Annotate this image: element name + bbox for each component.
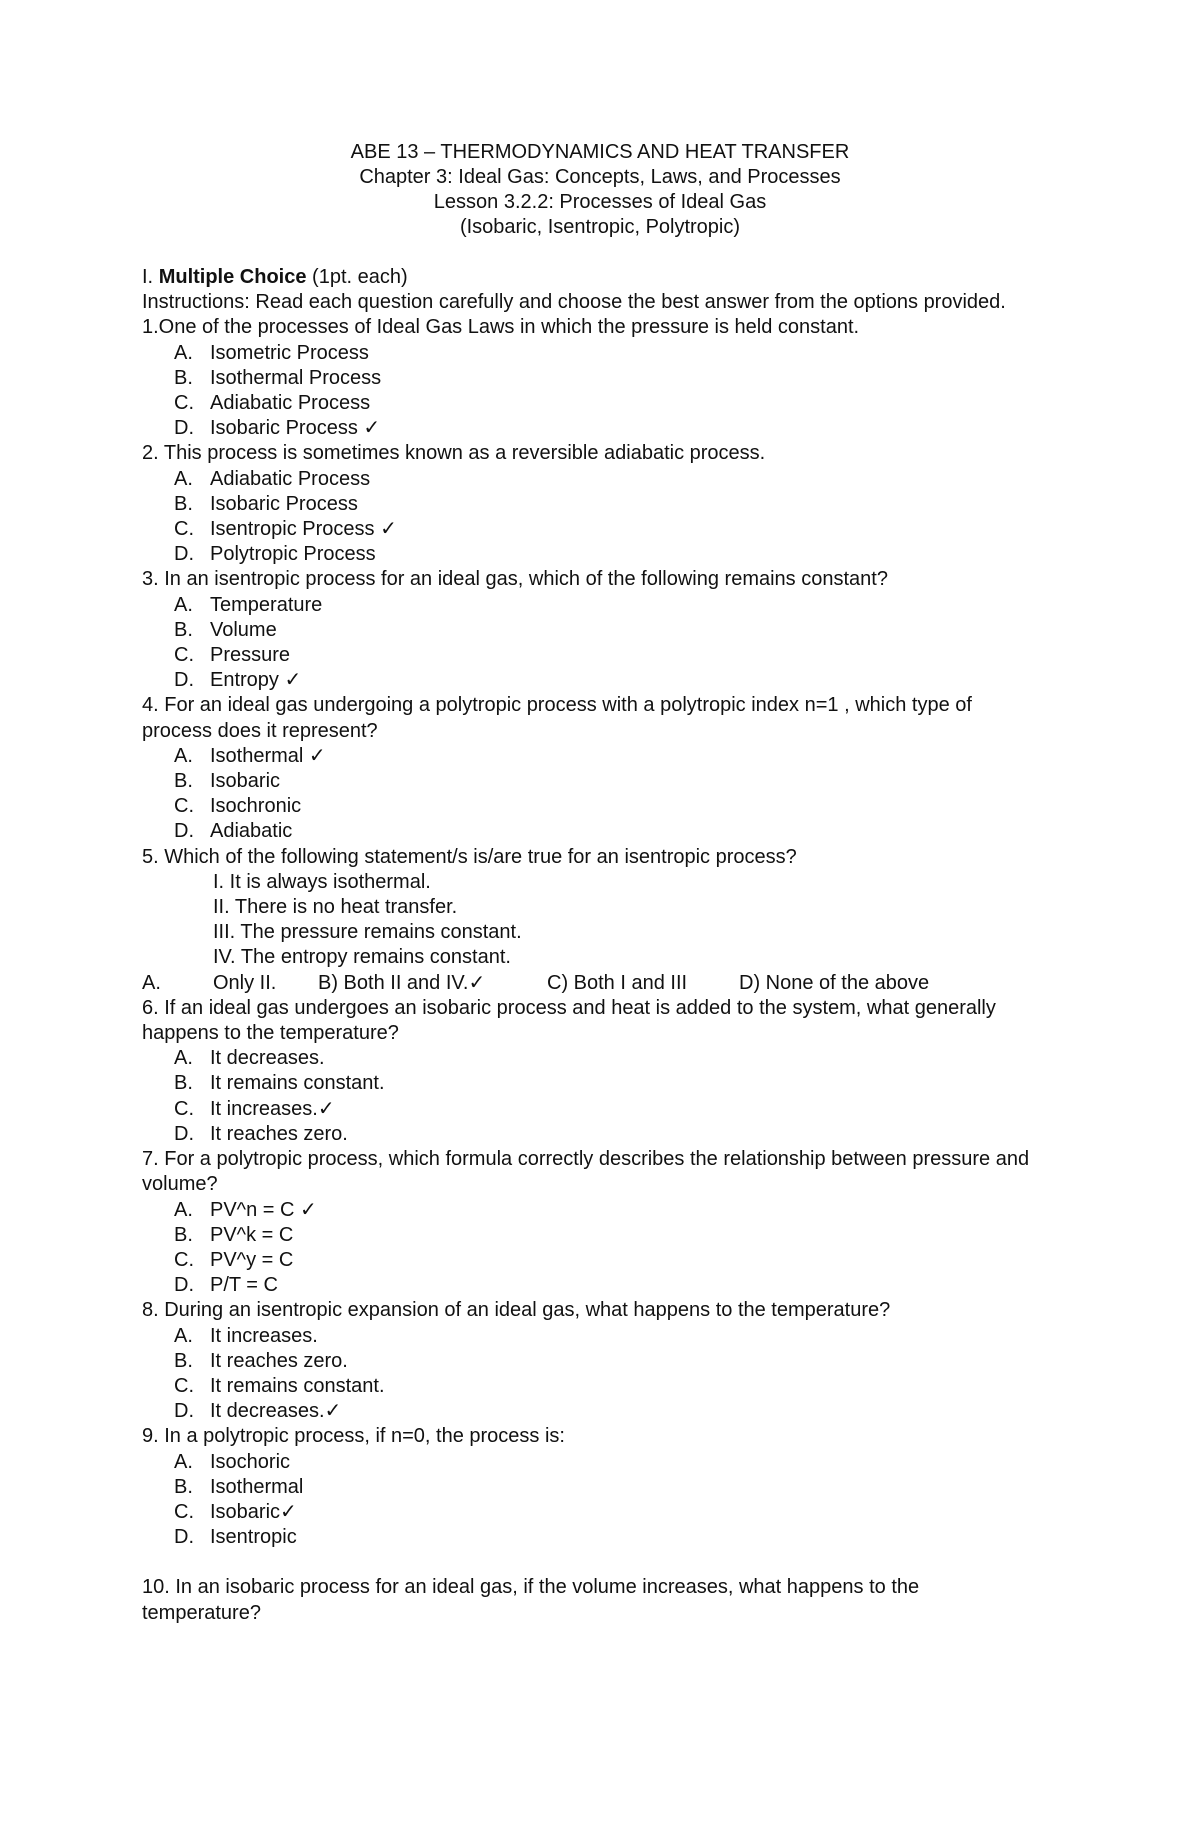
question-5-option-a-letter: A. (142, 971, 161, 994)
question-1-option-b (142, 366, 1042, 391)
option-text: It decreases. (210, 1047, 325, 1070)
option-letter: B. (174, 1072, 193, 1095)
option-letter: D. (174, 417, 194, 440)
option-text: Temperature (210, 593, 323, 616)
question-1-option-c (142, 391, 1042, 416)
question-4: 4. For an ideal gas undergoing a polytropic process with a polytropic index n=1 , which type of process does it represent? (142, 694, 972, 742)
chapter-title: Chapter 3: Ideal Gas: Concepts, Laws, and Processes (359, 166, 841, 188)
question-4-option-a (142, 744, 1042, 769)
option-letter: D. (174, 669, 194, 692)
option-letter: C. (174, 392, 194, 415)
option-text: PV^n = C ✓ (210, 1198, 317, 1221)
option-text: Isochronic (210, 795, 302, 818)
option-text: PV^k = C (210, 1223, 294, 1246)
option-letter: C. (174, 1500, 194, 1523)
option-text: Isobaric Process ✓ (210, 417, 381, 440)
option-text: It increases.✓ (210, 1097, 335, 1120)
option-letter: A. (174, 1450, 193, 1473)
question-1-option-d (142, 416, 1042, 441)
question-4-option-b (142, 769, 1042, 794)
option-letter: A. (174, 744, 193, 767)
option-text: Isentropic Process ✓ (210, 518, 397, 541)
option-letter: D. (174, 1122, 194, 1145)
question-5-options (142, 971, 1042, 996)
question-8-option-d (142, 1399, 1042, 1424)
option-text: Adiabatic (210, 820, 293, 843)
question-2-option-a (142, 467, 1042, 492)
option-text: Pressure (210, 644, 291, 667)
option-text: P/T = C (210, 1274, 278, 1297)
option-letter: C. (174, 518, 194, 541)
option-text: Adiabatic Process (210, 467, 371, 490)
option-text: It remains constant. (210, 1072, 385, 1095)
option-letter: A. (174, 1198, 193, 1221)
option-letter: C. (174, 1248, 194, 1271)
question-8-option-a (142, 1324, 1042, 1349)
question-2-option-d (142, 542, 1042, 567)
option-letter: A. (174, 1324, 193, 1347)
question-9-option-b (142, 1475, 1042, 1500)
question-10: 10. In an isobaric process for an ideal gas, if the volume increases, what happens to the temperature? (142, 1576, 920, 1624)
question-1-option-a (142, 341, 1042, 366)
option-letter: C. (174, 1097, 194, 1120)
option-letter: B. (174, 1349, 193, 1372)
option-text: Entropy ✓ (210, 669, 302, 692)
question-3-option-d (142, 668, 1042, 693)
option-text: Volume (210, 618, 277, 641)
spacer (142, 1550, 1042, 1575)
question-5-option-d: D) None of the above (739, 971, 930, 994)
question-3: 3. In an isentropic process for an ideal gas, which of the following remains constant? (142, 568, 888, 591)
question-6-option-a (142, 1046, 1042, 1071)
question-5: 5. Which of the following statement/s is/are true for an isentropic process? (142, 845, 797, 868)
question-2-option-b (142, 492, 1042, 517)
question-6-option-b (142, 1071, 1042, 1096)
option-letter: D. (174, 543, 194, 566)
instructions: Instructions: Read each question carefully and choose the best answer from the options provided. (142, 291, 1006, 314)
question-1: 1.One of the processes of Ideal Gas Laws in which the pressure is held constant. (142, 316, 860, 339)
statement-i: I. It is always isothermal. (213, 870, 431, 893)
option-letter: B. (174, 1223, 193, 1246)
option-text: Polytropic Process (210, 543, 376, 566)
option-text: Isobaric (210, 770, 281, 793)
option-text: Isometric Process (210, 341, 369, 364)
option-text: It reaches zero. (210, 1349, 348, 1372)
question-6-option-c (142, 1097, 1042, 1122)
option-text: PV^y = C (210, 1248, 294, 1271)
option-text: Isothermal (210, 1475, 304, 1498)
option-text: Isothermal Process (210, 366, 382, 389)
option-letter: D. (174, 1526, 194, 1549)
question-7-option-c (142, 1248, 1042, 1273)
section-title: Multiple Choice (158, 266, 307, 288)
question-8-option-b (142, 1349, 1042, 1374)
question-3-option-c (142, 643, 1042, 668)
option-letter: A. (174, 341, 193, 364)
question-5-option-b: B) Both II and IV.✓ (318, 971, 486, 994)
option-text: It increases. (210, 1324, 318, 1347)
option-text: It remains constant. (210, 1374, 385, 1397)
option-text: Isobaric Process (210, 492, 358, 515)
question-5-option-a: Only II. (213, 971, 277, 994)
statement-ii: II. There is no heat transfer. (213, 896, 458, 919)
option-letter: C. (174, 795, 194, 818)
question-4-option-c (142, 794, 1042, 819)
option-text: Isothermal ✓ (210, 744, 326, 767)
section-number: I. (142, 266, 154, 288)
option-letter: B. (174, 366, 193, 389)
question-8: 8. During an isentropic expansion of an ideal gas, what happens to the temperature? (142, 1299, 891, 1322)
option-text: Adiabatic Process (210, 392, 371, 415)
option-letter: B. (174, 492, 193, 515)
question-9-option-d (142, 1525, 1042, 1550)
option-letter: C. (174, 644, 194, 667)
option-letter: A. (174, 593, 193, 616)
question-7: 7. For a polytropic process, which formula correctly describes the relationship between pressure and volume? (142, 1148, 1030, 1196)
document-header (0, 140, 1200, 240)
question-5-option-c: C) Both I and III (547, 971, 688, 994)
option-letter: A. (174, 467, 193, 490)
question-9-option-c (142, 1500, 1042, 1525)
quiz-content (142, 265, 1042, 1626)
statement-iii: III. The pressure remains constant. (213, 921, 522, 944)
question-4-option-d (142, 819, 1042, 844)
question-3-option-a (142, 593, 1042, 618)
option-text: Isochoric (210, 1450, 291, 1473)
question-7-option-b (142, 1223, 1042, 1248)
option-letter: D. (174, 1274, 194, 1297)
option-letter: D. (174, 820, 194, 843)
option-text: It decreases.✓ (210, 1400, 342, 1423)
option-letter: C. (174, 1374, 194, 1397)
option-letter: B. (174, 618, 193, 641)
question-7-option-a (142, 1198, 1042, 1223)
option-text: Isobaric✓ (210, 1500, 297, 1523)
question-8-option-c (142, 1374, 1042, 1399)
lesson-topics: (Isobaric, Isentropic, Polytropic) (459, 216, 741, 238)
option-letter: D. (174, 1400, 194, 1423)
question-3-option-b (142, 618, 1042, 643)
question-9-option-a (142, 1450, 1042, 1475)
section-heading (142, 265, 1042, 290)
question-6: 6. If an ideal gas undergoes an isobaric process and heat is added to the system, what generally happens to the temperature? (142, 996, 996, 1045)
course-title: ABE 13 – THERMODYNAMICS AND HEAT TRANSFER (350, 141, 850, 163)
option-letter: B. (174, 770, 193, 793)
statement-iv: IV. The entropy remains constant. (213, 946, 511, 969)
option-letter: A. (174, 1047, 193, 1070)
lesson-title: Lesson 3.2.2: Processes of Ideal Gas (433, 191, 767, 213)
question-2: 2. This process is sometimes known as a reversible adiabatic process. (142, 442, 766, 465)
option-letter: B. (174, 1475, 193, 1498)
question-2-option-c (142, 517, 1042, 542)
option-text: Isentropic (210, 1526, 297, 1549)
question-6-option-d (142, 1122, 1042, 1147)
option-text: It reaches zero. (210, 1122, 348, 1145)
section-points: (1pt. each) (312, 266, 408, 288)
question-7-option-d (142, 1273, 1042, 1298)
question-9: 9. In a polytropic process, if n=0, the process is: (142, 1425, 565, 1448)
